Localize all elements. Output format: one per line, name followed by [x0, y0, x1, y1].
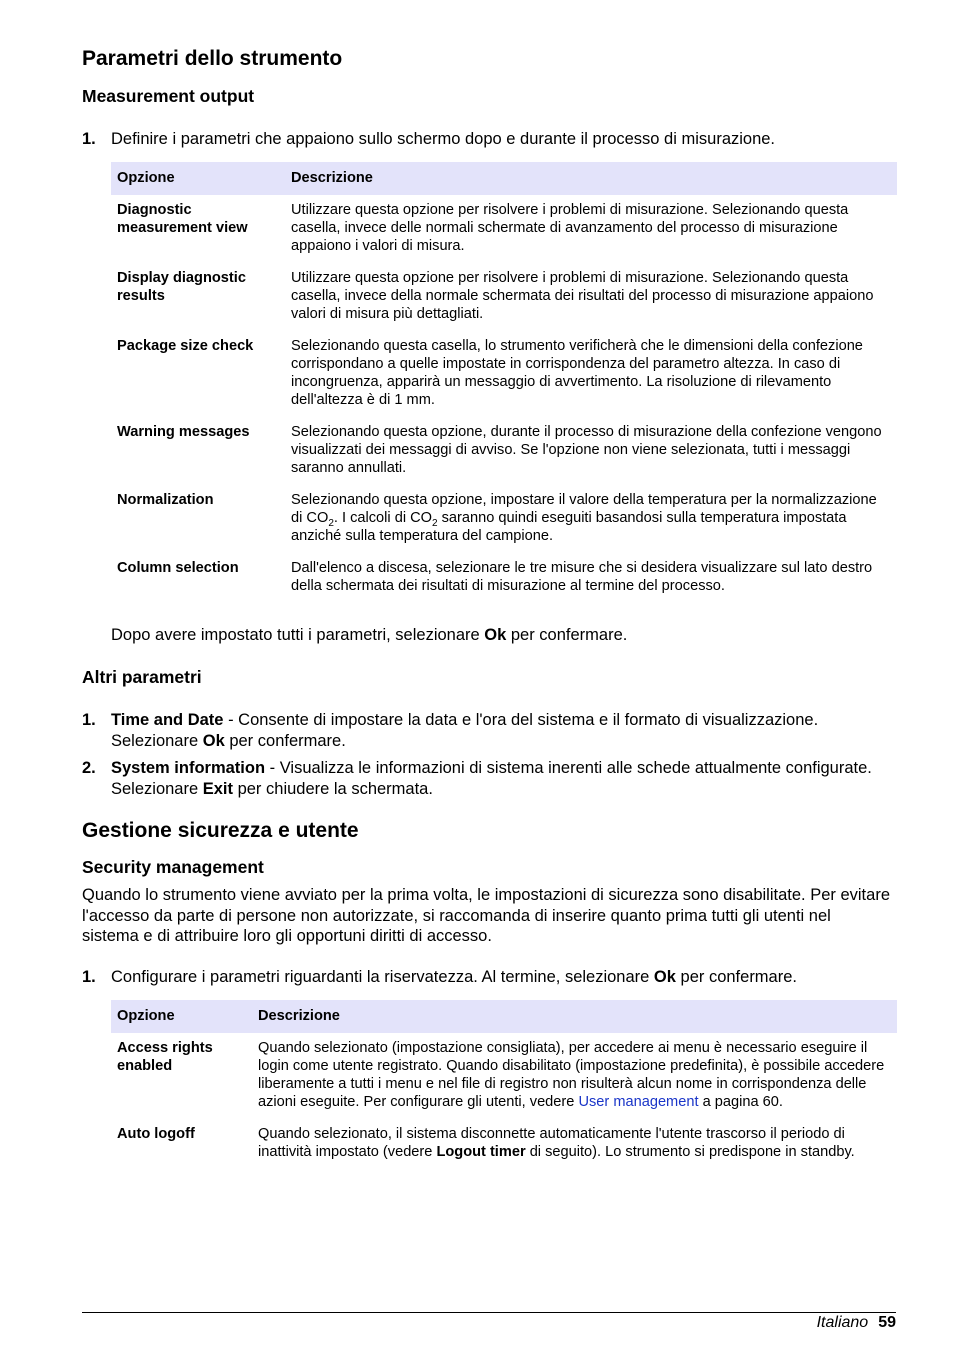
page-number: 59	[878, 1314, 896, 1331]
table-row	[111, 485, 897, 553]
step-number: 1.	[82, 130, 96, 148]
table-row	[111, 263, 897, 331]
table-row	[111, 417, 897, 485]
subsection-title-measurement-output: Measurement output	[82, 86, 255, 106]
step-text: Definire i parametri che appaiono sullo schermo dopo e durante il processo di misurazione.	[111, 130, 776, 148]
subsection-title-other-parameters: Altri parametri	[82, 667, 202, 687]
option-description: Quando selezionato (impostazione consigliata), per accedere ai menu è necessario eseguire il login come utente registrato. Quando disabilitato (impostazione predefinita), è possibile accedere liberamente a tutti i menu e nel file di registro non risulterà alcun nome in corrispondenza delle azioni eseguite. Per configurare gli utenti, vedere User management a pagina 60.	[258, 1040, 885, 1110]
option-description: Selezionando questa opzione, impostare il valore della temperatura per la normalizzazione di $CO_2$. I calcoli di $CO_2$ saranno quindi eseguiti basandosi sulla temperatura impostata anziché sulla temperatura del campione.	[291, 492, 877, 544]
option-description: Selezionando questa casella, lo strumento verificherà che le dimensioni della confezione corrispondano a quelle impostate in corrispondenza del parametro altezza. In caso di incongruenza, apparirà un messaggio di avvertimento. La risoluzione di rilevamento dell'altezza è di 1 mm.	[291, 338, 863, 408]
column-header-description: Descrizione	[285, 162, 897, 195]
footer-language: Italiano	[816, 1314, 869, 1331]
option-description: Quando selezionato, il sistema disconnette automaticamente l'utente trascorso il periodo di inattività impostato (vedere Logout timer di seguito). Lo strumento si predispone in standby.	[258, 1126, 855, 1160]
section-title-instrument-parameters: Parametri dello strumento	[82, 47, 343, 70]
table-row	[111, 331, 897, 417]
user-management-link[interactable]: User management	[578, 1094, 699, 1110]
option-name: Normalization	[117, 492, 214, 508]
step-text: System information - Visualizza le informazioni di sistema inerenti alle schede attualmente configurate. Selezionare Exit per chiudere la schermata.	[111, 759, 872, 798]
table-header-row	[111, 1000, 897, 1033]
step-number: 1.	[82, 711, 96, 729]
option-name: Display diagnostic results	[117, 270, 246, 304]
step-number: 2.	[82, 759, 96, 777]
option-description: Utilizzare questa opzione per risolvere i problemi di misurazione. Selezionando questa casella, invece della normale schermata dei risultati del processo di misurazione appaiono valori di misura più dettagliati.	[291, 270, 874, 322]
option-name: Access rights enabled	[117, 1040, 213, 1074]
step-system-information	[82, 758, 902, 800]
option-description: Utilizzare questa opzione per risolvere i problemi di misurazione. Selezionando questa casella, invece delle normali schermate di avanzamento del processo di misurazione appaiono i valori di misura.	[291, 202, 849, 254]
footer-divider	[82, 1312, 896, 1313]
step-time-and-date	[82, 710, 902, 752]
option-description: Selezionando questa opzione, durante il processo di misurazione della confezione vengono visualizzati dei messaggi di avviso. Se l'opzione non viene selezionata, tutti i messaggi saranno annullati.	[291, 424, 882, 476]
security-intro-paragraph: Quando lo strumento viene avviato per la prima volta, le impostazioni di sicurezza sono disabilitate. Per evitare l'accesso da parte di persone non autorizzate, si raccomanda di inserire quanto prima tutti gli utenti nel sistema e di attribuire loro gli opportuni diritti di accesso.	[82, 886, 890, 945]
table-row	[111, 1119, 897, 1169]
option-description: Dall'elenco a discesa, selezionare le tre misure che si desidera visualizzare sul lato destro della schermata dei risultati di misurazione al termine del processo.	[291, 560, 873, 594]
measurement-output-options-table	[111, 162, 897, 603]
option-name: Column selection	[117, 560, 239, 576]
after-setup-note: Dopo avere impostato tutti i parametri, selezionare Ok per confermare.	[111, 626, 628, 644]
option-name: Package size check	[117, 338, 254, 354]
table-row	[111, 1033, 897, 1119]
table-row	[111, 553, 897, 603]
step-text: Time and Date - Consente di impostare la data e l'ora del sistema e il formato di visualizzazione. Selezionare Ok per confermare.	[111, 711, 819, 750]
option-name: Auto logoff	[117, 1126, 195, 1142]
column-header-option: Opzione	[111, 1000, 252, 1033]
page-footer	[817, 1313, 896, 1333]
step-number: 1.	[82, 968, 96, 986]
table-row	[111, 195, 897, 263]
step-text: Configurare i parametri riguardanti la riservatezza. Al termine, selezionare Ok per confermare.	[111, 968, 797, 986]
option-name: Diagnostic measurement view	[117, 202, 248, 236]
section-title-security-and-user: Gestione sicurezza e utente	[82, 819, 359, 842]
option-name: Warning messages	[117, 424, 250, 440]
security-options-table	[111, 1000, 897, 1169]
table-header-row	[111, 162, 897, 195]
column-header-description: Descrizione	[252, 1000, 897, 1033]
column-header-option: Opzione	[111, 162, 285, 195]
subsection-title-security-management: Security management	[82, 857, 264, 877]
